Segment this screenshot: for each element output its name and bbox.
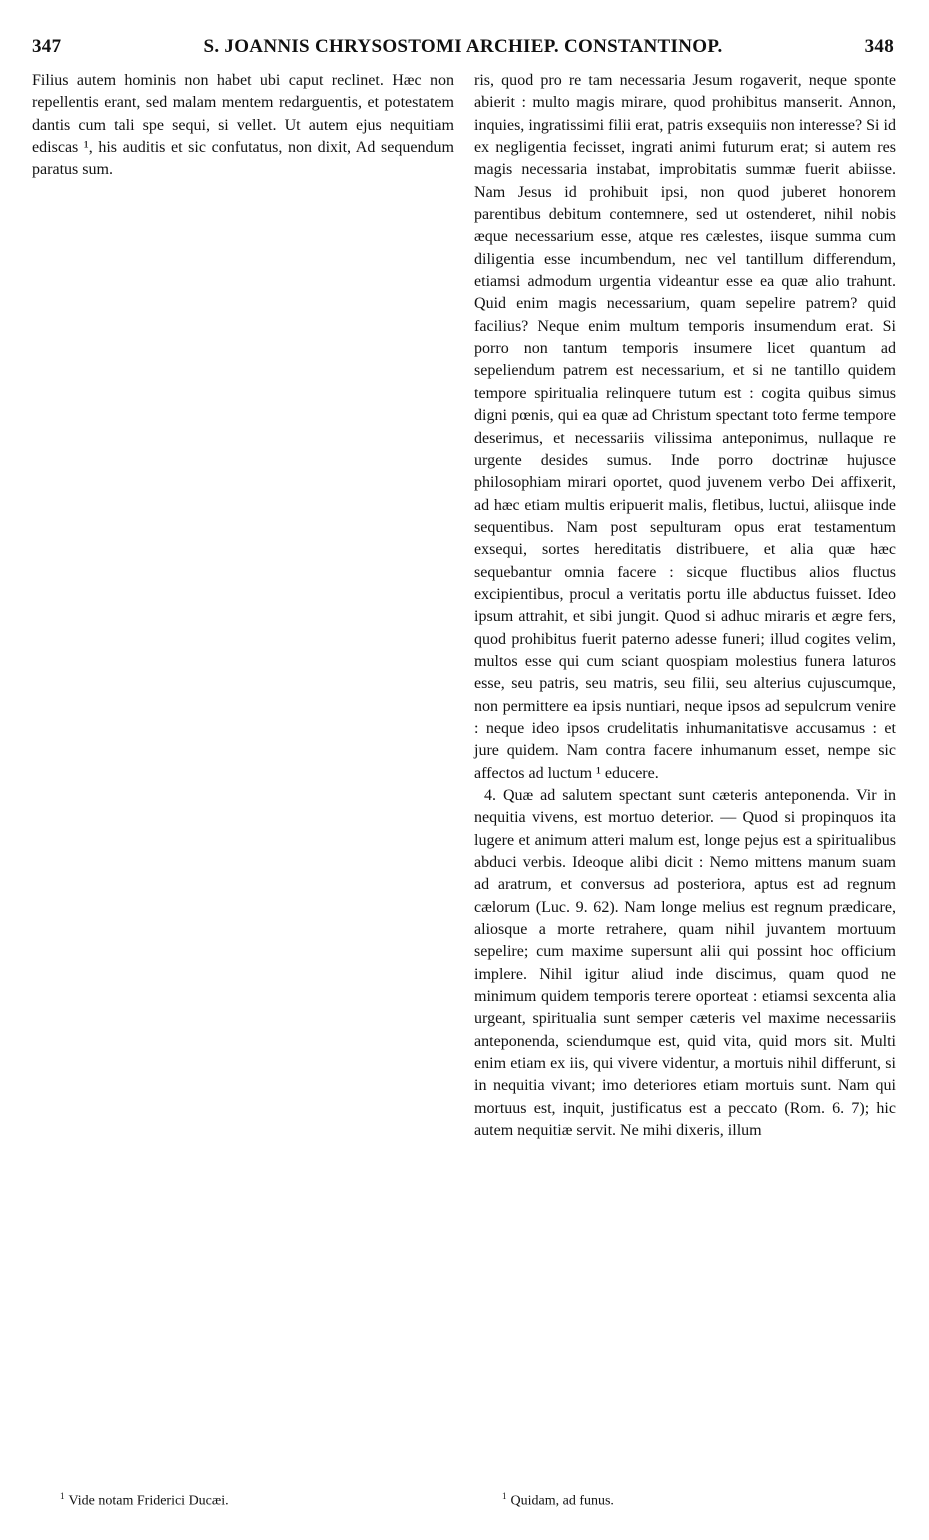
page-number-right: 348 <box>864 36 894 57</box>
footnote-left-mark: 1 <box>60 1491 65 1501</box>
right-column <box>474 70 896 1143</box>
footnote-right-text: Quidam, ad funus. <box>510 1493 614 1509</box>
running-header <box>32 36 894 62</box>
page-number-left: 347 <box>32 36 62 57</box>
left-paragraph-1: Filius autem hominis non habet ubi caput reclinet. Hæc non repellentis erant, sed malam mentem redarguentis, et potestatem dantis cum tali spe sequi, si vellet. Ut autem ejus nequitiam ediscas ¹, his auditis et sic confutatus, non dixit, Ad sequendum paratus sum. <box>32 72 454 179</box>
footnote-left <box>60 1487 229 1511</box>
footnote-left-text: Vide notam Friderici Ducæi. <box>68 1493 229 1509</box>
footnote-right-mark: 1 <box>502 1491 507 1501</box>
right-paragraph-1: ris, quod pro re tam necessaria Jesum rogaverit, neque sponte abierit : multo magis mirare, quod prohibitus manserit. Annon, inquies, ingratissimi filii erat, patris exsequiis non interesse? Si id ex negligentia fecisset, ingrati animi futurum erat; si autem res magis necessaria instabat, improbitatis summæ fuerit abiisse. Nam Jesus id prohibuit ipsi, non quod juberet honorem parentibus debitum contemnere, sed ut ostenderet, nihil nobis æque necessarium esse, atque res cælestes, iisque summa cum diligentia esse incumbendum, nec vel tantillum differendum, etiamsi admodum urgentia videantur esse ea quæ alio trahunt. Quid enim magis necessarium, quam sepelire patrem? quid facilius? Neque enim multum temporis insumendum erat. Si porro non tantum temporis insumere licet quantum ad sepeliendum patrem est necessarium, et si ne tantillo quidem tempore spiritualia relinquere tutum est : cogita quibus simus digni pœnis, qui ea quæ ad Christum spectant toto ferme tempore deserimus, et necessariis vilissima anteponimus, nullaque re urgente desides sumus. Inde porro doctrinæ hujusce philosophiam mirari oportet, quod juvenem verbo Dei affixerit, ad hæc etiam multis eripuerit malis, fletibus, luctui, aliisque inde sequentibus. Nam post sepulturam opus erat testamentum exsequi, sortes hereditatis distribuere, et alia quæ hæc sequebantur omnia facere : sicque fluctibus alios fluctus excipientibus, procul a veritatis portu ille abductus fuisset. Ideo ipsum attrahit, et sibi jungit. Quod si adhuc miraris et ægre fers, quod prohibitus fuerit paterno adesse funeri; illud cogites velim, multos esse qui cum sciant quospiam molestius funera laturos esse, seu patris, seu matris, seu filii, seu alterius cujuscumque, non permittere ea ipsis nuntiari, neque ipsos ad sepulcrum venire : neque ideo ipsos crudelitatis inhumanitatisve accusamus : et jure quidem. Nam contra facere inhumanum esset, nempe sic affectos ad luctum ¹ educere. <box>474 72 896 782</box>
running-head-title: S. JOANNIS CHRYSOSTOMI ARCHIEP. CONSTANTINOP. <box>203 36 723 57</box>
footnote-right <box>502 1487 614 1511</box>
left-column <box>32 70 454 182</box>
right-paragraph-2: 4. Quæ ad salutem spectant sunt cæteris anteponenda. Vir in nequitia vivens, est mortuo deterior. — Quod si propinquos ita lugere et animum atteri malum est, longe pejus est a spiritualibus abduci verbis. Ideoque alibi dicit : Nemo mittens manum suam ad aratrum, et conversus ad posteriora, aptus est ad regnum cælorum (Luc. 9. 62). Nam longe melius est regnum prædicare, aliosque a morte retrahere, quam nihil juvantem mortuum sepelire; cum maxime supersunt alii qui possint hoc officium implere. Nihil igitur aliud inde discimus, quam quod ne minimum quidem temporis terere oporteat : etiamsi sexcenta alia urgeant, spiritualia sunt semper cæteris vel maxime necessariis anteponenda, sciendumque est, quid vita, quid mors sit. Multi enim etiam ex iis, qui vivere videntur, a mortuis nihil differunt, si in nequitia vivant; imo deteriores etiam mortuis sunt. Nam qui mortuus est, inquit, justificatus est a peccato (Rom. 6. 7); hic autem nequitiæ servit. Ne mihi dixeris, illum <box>474 787 896 1140</box>
